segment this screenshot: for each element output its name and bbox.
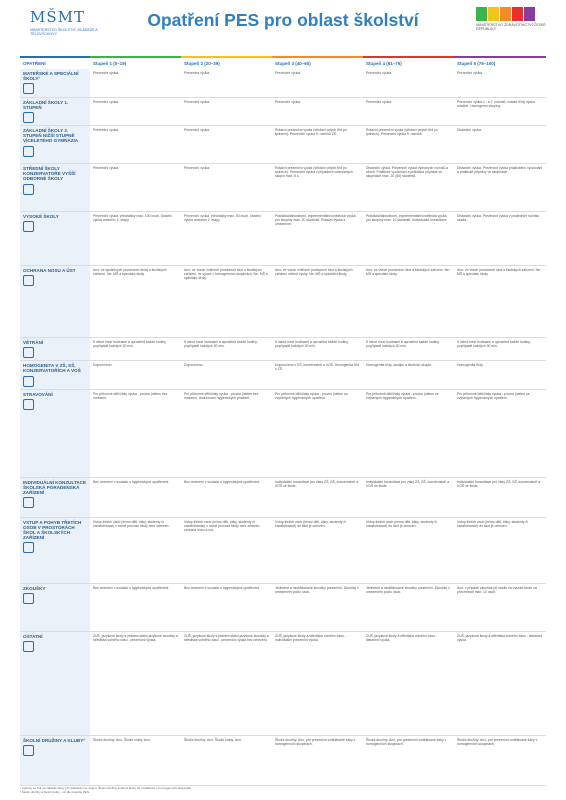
table-cell-stage-5: Školní družiny: Ano, pro prezenční vzdělávané žáky v homogenních skupinách.: [454, 735, 546, 785]
pes-box-1: [476, 7, 487, 21]
row-category: [20, 477, 90, 517]
row-category-label: INDIVIDUÁLNÍ KONZULTACE ŠKOLSKÁ PORADENSKÁ ZAŘÍZENÍ: [23, 479, 87, 495]
table-cell-stage-4: Pro přítomné dětí/žáky výuka - provoz jídelen za zvýšených hygienických opatření.: [363, 389, 454, 477]
row-category: [20, 125, 90, 163]
row-category: [20, 163, 90, 211]
col-header-stage-3: Stupeň 3 (40–60): [272, 57, 363, 69]
row-category-label: MATEŘSKÉ A SPECIÁLNÍ ŠKOLY¹: [23, 71, 79, 82]
table-cell-stage-4: ZUŠ, jazykové školy a střediska volného času - distanční výuka.: [363, 631, 454, 735]
table-cell-stage-2: Prezenční výuka.: [181, 163, 272, 211]
table-cell-stage-5: Distanční výuka.: [454, 125, 546, 163]
category-icon: [23, 497, 34, 508]
table-cell-stage-3: 5 minut mezi hodinami a uprostřed každé hodiny, popřípadě každých 30 min.: [272, 337, 363, 360]
table-cell-stage-3: Pro přítomné dětí/žáky výuka - provoz jídelen za zvýšených hygienických opatření.: [272, 389, 363, 477]
table-cell-stage-2: Ano: ve všech vnitřních prostorech škol a školských zařízení, ve výuce v homogenních skupinách. Ne: MŠ a speciální školy.: [181, 265, 272, 337]
row-category: [20, 211, 90, 265]
table-cell-stage-1: Prezenční výuka.: [90, 97, 181, 125]
row-category: [20, 337, 90, 360]
pes-box-5: [524, 7, 535, 21]
table-cell-stage-1: Školní družiny: Ano. Školní kluby: Ano.: [90, 735, 181, 785]
table-cell-stage-1: Doporučeno.: [90, 361, 181, 389]
table-cell-stage-1: Bez omezení v souladu s hygienickými opatřeními.: [90, 583, 181, 631]
table-cell-stage-3: Prezenční výuka.: [272, 69, 363, 97]
table-cell-stage-2: 5 minut mezi hodinami a uprostřed každé hodiny, popřípadě každých 30 min.: [181, 337, 272, 360]
footnote-2: ² Školní družiny a školní kluby - viz dle pravidel PES.: [20, 789, 90, 794]
col-header-stage-5: Stupeň 5 (76–100): [454, 57, 546, 69]
row-category: [20, 517, 90, 583]
pes-box-3: [500, 7, 511, 21]
table-cell-stage-5: Pro přítomné dětí/žáky výuka - provoz jídelen za zvýšených hygienických opatření.: [454, 389, 546, 477]
page-title: Opatření PES pro oblast školství: [147, 10, 419, 30]
table-cell-stage-5: Distanční výuka. Prezenční výuka v posledním ročníku studia.: [454, 211, 546, 265]
table-cell-stage-3: Vstup třetích osob (mimo děti, žáky, studenty či zaměstnance) do škol je omezen.: [272, 517, 363, 583]
row-category: [20, 265, 90, 337]
table-cell-stage-2: Školní družiny: Ano. Školní kluby: Ano.: [181, 735, 272, 785]
row-category-label: STRAVOVÁNÍ: [23, 391, 53, 397]
table-header-row: [20, 57, 546, 69]
table-row: [20, 389, 546, 477]
category-icon: [23, 745, 34, 756]
table-cell-stage-1: ZUŠ, jazykové školy s právem státní jazykové zkoušky a střediska volného času - prezenční výuka.: [90, 631, 181, 735]
table-cell-stage-5: Homogenita třídy.: [454, 361, 546, 389]
msmt-logo-text: MINISTERSTVO ŠKOLSTVÍ, MLÁDEŽE A TĚLOVÝCHOVY: [30, 28, 98, 37]
table-cell-stage-4: Distanční výuka. Prezenční výuka vybraných ročníků a oborů. Praktické vyučování a praktická příprava ve skupinách max. 20 (80) studentů.: [363, 163, 454, 211]
table-cell-stage-4: Rotační prezenční výuka (střídání celých tříd po týdnech). Prezenční výuka 9. ročníků.: [363, 125, 454, 163]
pes-logo-boxes: [476, 7, 546, 21]
category-icon: [23, 146, 34, 157]
row-category-label: HOMOGENITA V ZŠ, SŠ, KONZERVATOŘÍCH A VOŠ: [23, 363, 81, 374]
measures-table: [20, 56, 546, 786]
table-cell-stage-3: Jednotné a modifikované zkoušky prezenční. Zkoušky v omezeném počtu osob.: [272, 583, 363, 631]
row-category-label: ZKOUŠKY: [23, 585, 46, 591]
table-cell-stage-3: Doporučeno v SŠ, konzervatoři a VOŠ. Homogenita tříd v ZŠ.: [272, 361, 363, 389]
footnote-1: ¹ Výjimky se řídí na základě školy při vzdělávání ve stupni. Školní družiny a školní kluby při vzdělávání v homogenních skupinách.: [20, 786, 192, 790]
table-cell-stage-1: Prezenční výuka.: [90, 163, 181, 211]
table-cell-stage-1: Ano: ve společných prostorech školy a školských zařízení. Ne: MŠ a speciální školy.: [90, 265, 181, 337]
table-cell-stage-4: Vstup třetích osob (mimo děti, žáky, studenty či zaměstnance) do škol je omezen.: [363, 517, 454, 583]
table-cell-stage-2: Prezenční výuka.: [181, 69, 272, 97]
table-cell-stage-5: Individuální konzultace pro žáky ZŠ, SŠ, konzervatoří a VOŠ ve škole.: [454, 477, 546, 517]
table-cell-stage-4: 5 minut mezi hodinami a uprostřed každé hodiny, popřípadě každých 30 min.: [363, 337, 454, 360]
msmt-logo-mark: MŠMT: [30, 8, 85, 26]
table-cell-stage-4: Jednotné a modifikované zkoušky prezenční. Zkoušky v omezeném počtu osob.: [363, 583, 454, 631]
table-row: [20, 69, 546, 97]
row-category-label: VSTUP A POHYB TŘETÍCH OSOB V PROSTORÁCH ŠKOL A ŠKOLSKÝCH ZAŘÍZENÍ: [23, 519, 82, 541]
row-category-label: ŠKOLNÍ DRUŽINY A KLUBY²: [23, 737, 85, 743]
table-row: [20, 361, 546, 389]
row-category: [20, 631, 90, 735]
table-cell-stage-2: Bez omezení v souladu s hygienickými opatřeními.: [181, 583, 272, 631]
table-cell-stage-1: Vstup třetích osob (mimo děti, žáky, studenty či zaměstnance) v rámci provozu školy není omezen.: [90, 517, 181, 583]
category-icon: [23, 399, 34, 410]
table-row: [20, 477, 546, 517]
table-row: [20, 125, 546, 163]
table-cell-stage-5: Prezenční výuka.: [454, 69, 546, 97]
table-row: [20, 583, 546, 631]
col-header-stage-4: Stupeň 4 (61–75): [363, 57, 454, 69]
row-category: [20, 735, 90, 785]
row-category-label: ZÁKLADNÍ ŠKOLY 2. STUPEŇ NIŽŠÍ STUPNĚ VÍCELETÉHO GYMNÁZIA: [23, 127, 79, 144]
row-category-label: ZÁKLADNÍ ŠKOLY 1. STUPEŇ: [23, 99, 69, 110]
table-cell-stage-3: ZUŠ, jazykové školy a střediska volného času - individuální prezenční výuka.: [272, 631, 363, 735]
table-cell-stage-5: ZUŠ, jazykové školy a střediska volného času - distanční výuka.: [454, 631, 546, 735]
row-category-label: OSTATNÍ: [23, 633, 43, 639]
table-cell-stage-1: Bez omezení v souladu s hygienickými opatřeními.: [90, 477, 181, 517]
category-icon: [23, 347, 34, 358]
table-row: [20, 337, 546, 360]
col-header-stage-2: Stupeň 2 (20–39): [181, 57, 272, 69]
msmt-logo: [30, 8, 100, 46]
table-cell-stage-4: Individuální konzultace pro žáky ZŠ, SŠ, konzervatoří a VOŠ ve škole.: [363, 477, 454, 517]
table-cell-stage-1: Prezenční výuka.: [90, 69, 181, 97]
table-row: [20, 631, 546, 735]
table-cell-stage-3: Školní družiny: Ano, pro prezenční vzdělávané žáky v homogenních skupinách.: [272, 735, 363, 785]
table-cell-stage-2: Vstup třetích osob (mimo děti, žáky, studenty či zaměstnance) v rámci provozu školy není omezen, ochrana nosu a úst.: [181, 517, 272, 583]
pes-box-2: [488, 7, 499, 21]
col-header-stage-1: Stupeň 1 (0–19): [90, 57, 181, 69]
category-icon: [23, 275, 34, 286]
category-icon: [23, 112, 34, 123]
table-cell-stage-1: 5 minut mezi hodinami a uprostřed každé hodiny, popřípadě každých 30 min.: [90, 337, 181, 360]
table-cell-stage-4: Praktická/laboratorní, experimentální/umělecká výuka pro skupiny max. 10 studentů. Individuální konzultace.: [363, 211, 454, 265]
table-cell-stage-4: Prezenční výuka.: [363, 69, 454, 97]
row-category-label: VYSOKÉ ŠKOLY: [23, 213, 59, 219]
row-category: [20, 389, 90, 477]
table-cell-stage-2: Pro přítomné dětí/žáky výuka - provoz jídelen bez omezení, dodržování hygienických pravidel.: [181, 389, 272, 477]
table-cell-stage-5: Ano: v případě zkoušek při studiu na vysoké škole za přítomnosti max. 10 osob.: [454, 583, 546, 631]
table-cell-stage-5: Ano: ve všech prostorech škol a školských zařízení. Ne: MŠ a speciální školy.: [454, 265, 546, 337]
table-cell-stage-2: Prezenční výuka, přednášky max. 50 osob. Ostatní výuka omezení 2. etapy.: [181, 211, 272, 265]
row-category-label: OCHRANA NOSU A ÚST: [23, 267, 76, 273]
table-cell-stage-2: Prezenční výuka.: [181, 97, 272, 125]
table-cell-stage-4: Ano: ve všech prostorech škol a školských zařízení. Ne: MŠ a speciální školy.: [363, 265, 454, 337]
table-cell-stage-1: Pro přítomné dětí/žáky výuka - provoz jídelen bez omezení.: [90, 389, 181, 477]
table-row: [20, 517, 546, 583]
row-category: [20, 583, 90, 631]
table-cell-stage-4: Školní družiny: Ano, pro prezenční vzdělávané žáky v homogenních skupinách.: [363, 735, 454, 785]
table-row: [20, 211, 546, 265]
pes-box-4: [512, 7, 523, 21]
table-cell-stage-4: Prezenční výuka.: [363, 97, 454, 125]
table-cell-stage-2: Bez omezení v souladu s hygienickými opatřeními.: [181, 477, 272, 517]
table-body: [20, 69, 546, 785]
table-row: [20, 265, 546, 337]
row-category: [20, 69, 90, 97]
category-icon: [23, 542, 34, 553]
table-cell-stage-3: Individuální konzultace pro žáky ZŠ, SŠ, konzervatoří a VOŠ ve škole.: [272, 477, 363, 517]
category-icon: [23, 376, 34, 387]
footnotes: [20, 787, 546, 794]
table-cell-stage-2: ZUŠ, jazykové školy s právem státní jazykové zkoušky a střediska volného času - prezenční výuka bez omezení.: [181, 631, 272, 735]
col-header-measure: OPATŘENÍ: [20, 57, 90, 69]
table-cell-stage-5: 5 minut mezi hodinami a uprostřed každé hodiny, popřípadě každých 30 min.: [454, 337, 546, 360]
table-cell-stage-1: Prezenční výuka.: [90, 125, 181, 163]
table-cell-stage-2: Doporučeno.: [181, 361, 272, 389]
table-cell-stage-1: Prezenční výuka, přednášky max. 100 osob. Ostatní výuka omezení 1. etapy.: [90, 211, 181, 265]
row-category-label: STŘEDNÍ ŠKOLY KONZERVATOŘE VYŠŠÍ ODBORNÉ ŠKOLY: [23, 165, 76, 182]
mzcr-logo-text: MINISTERSTVO ZDRAVOTNICTVÍ ČESKÉ REPUBLIKY: [476, 23, 546, 32]
table-cell-stage-5: Prezenční výuka 1., a 2. ročníků, ostatní třídy výuka rotačně. Homogenní skupiny.: [454, 97, 546, 125]
table-row: [20, 163, 546, 211]
table-cell-stage-3: Ano: ve všech vnitřních prostorech škol a školských zařízení včetně výuky. Ne: MŠ a speciální školy.: [272, 265, 363, 337]
category-icon: [23, 184, 34, 195]
header: [0, 0, 566, 52]
table-cell-stage-3: Rotační prezenční výuka (střídání celých tříd po týdnech). Prezenční výuka v případech uzavíraných skupin max. 8 s.: [272, 163, 363, 211]
category-icon: [23, 83, 34, 94]
category-icon: [23, 593, 34, 604]
row-category: [20, 97, 90, 125]
table-row: [20, 735, 546, 785]
table-cell-stage-2: Prezenční výuka.: [181, 125, 272, 163]
mzcr-logo: [476, 7, 546, 45]
table-cell-stage-3: Rotační prezenční výuka (střídání celých tříd po týdnech). Prezenční výuka 9. ročníků ZŠ.: [272, 125, 363, 163]
table-cell-stage-3: Praktická/laboratorní, experimentální/umělecká výuka pro skupiny max. 20 studentů. Rotační výuka s omezením.: [272, 211, 363, 265]
table-cell-stage-5: Vstup třetích osob (mimo děti, žáky, studenty či zaměstnance) do škol je omezen.: [454, 517, 546, 583]
category-icon: [23, 221, 34, 232]
row-category-label: VĚTRÁNÍ: [23, 339, 44, 345]
table-row: [20, 97, 546, 125]
table-cell-stage-5: Distanční výuka. Prezenční výuka praktického vyučování a praktické přípravy ve skupinách.: [454, 163, 546, 211]
category-icon: [23, 641, 34, 652]
table-cell-stage-3: Prezenční výuka.: [272, 97, 363, 125]
row-category: [20, 361, 90, 389]
table-cell-stage-4: Homogenita třídy, studijní a školních skupin.: [363, 361, 454, 389]
